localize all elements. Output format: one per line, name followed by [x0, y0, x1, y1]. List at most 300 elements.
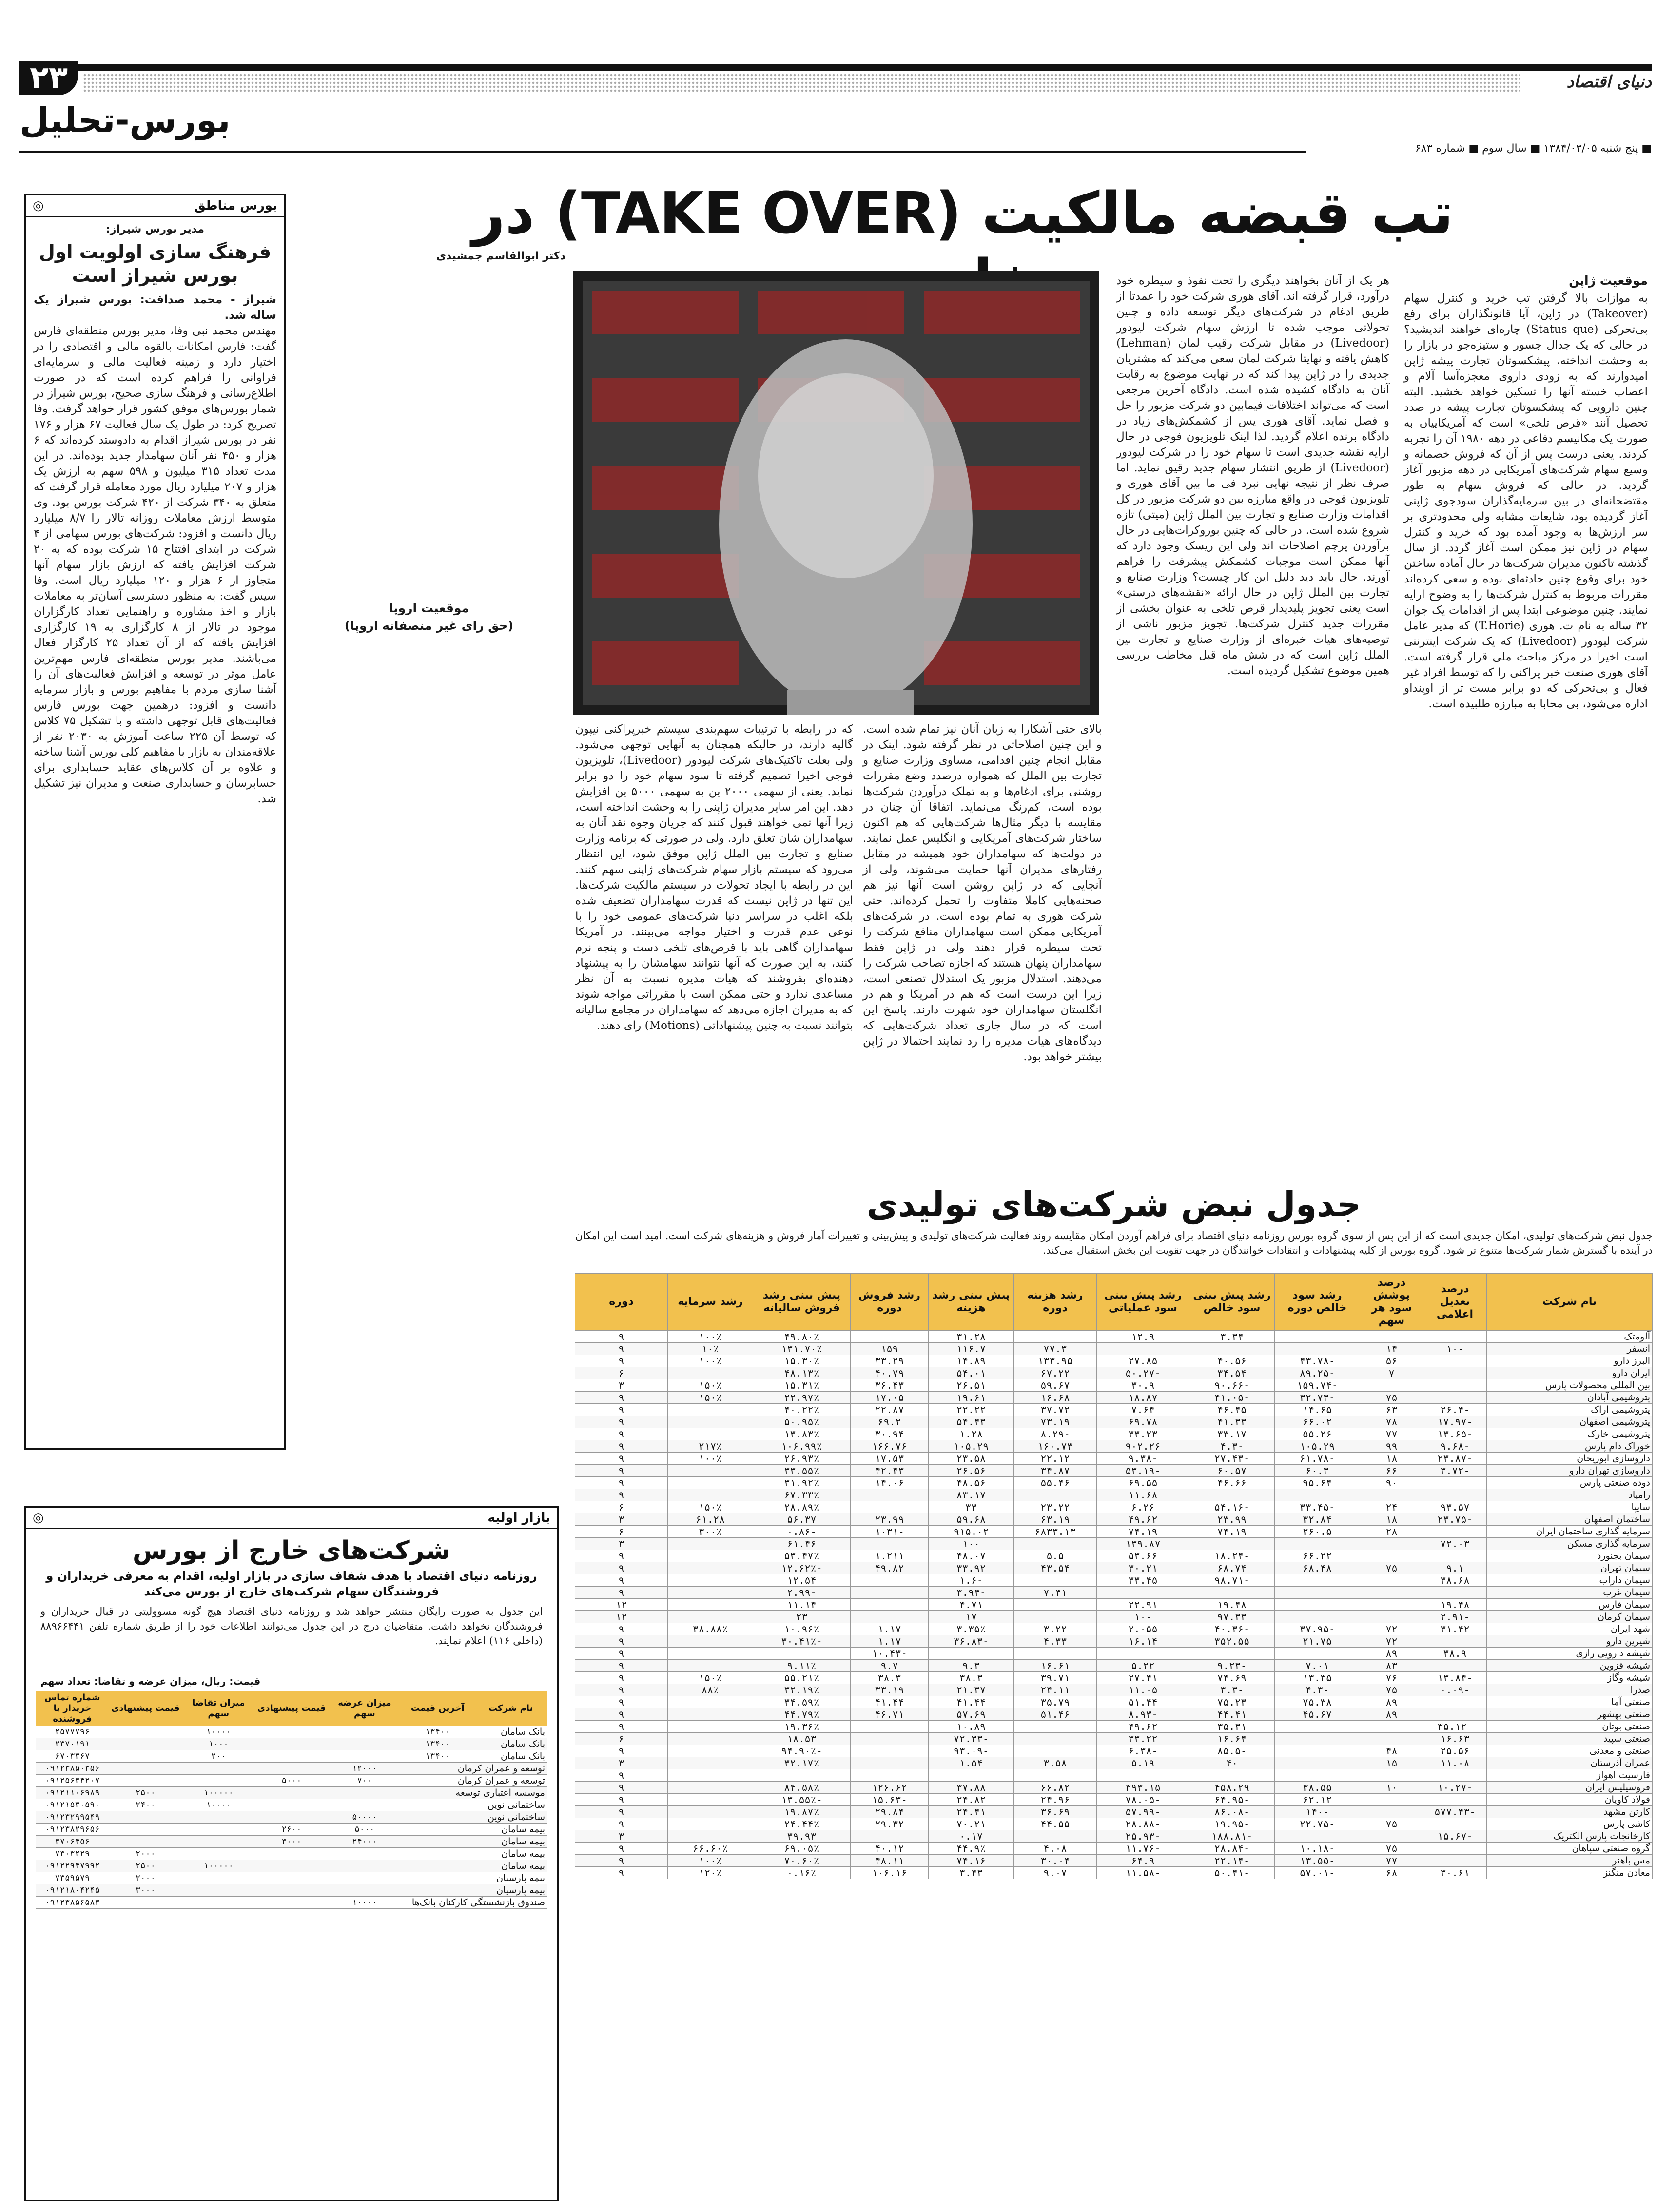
table-cell: ۱۰۰۰۰۰: [182, 1860, 255, 1872]
article-column-2: [1116, 273, 1389, 1180]
table-cell: [328, 1726, 401, 1738]
article-column-3: [863, 721, 1102, 1180]
table-cell: [668, 1721, 753, 1733]
table-row: [575, 1794, 1653, 1806]
table-cell: [1014, 1538, 1097, 1550]
table-row: [575, 1757, 1653, 1769]
table-cell: ۱۶.۶۱: [1014, 1660, 1097, 1672]
table-cell: [182, 1872, 255, 1884]
table-cell: ۳۷.۸۸: [929, 1782, 1014, 1794]
table-cell: ۲۲.۹۷٪: [753, 1392, 851, 1404]
table-cell: [1275, 1648, 1360, 1660]
table-cell: -۶۱.۷۸: [1275, 1453, 1360, 1465]
company-name-cell: سیمان داراب: [1487, 1574, 1653, 1587]
table-cell: ۹: [575, 1465, 668, 1477]
table-cell: ۱۰۰۰۰: [182, 1726, 255, 1738]
table-cell: ۳۶.۴۳: [851, 1379, 929, 1392]
table-row: [575, 1477, 1653, 1489]
table-cell: ۱۰۰۰۰۰: [182, 1787, 255, 1799]
table-cell: -۲۳.۸۷: [1423, 1453, 1487, 1465]
company-name-cell: سرمایه گذاری مسکن: [1487, 1538, 1653, 1550]
table-row: [575, 1855, 1653, 1867]
table-cell: ۷۴.۱۶: [929, 1855, 1014, 1867]
table-cell: ۳.۳۵٪: [929, 1623, 1014, 1635]
table-cell: [668, 1428, 753, 1440]
primary-market-box: [24, 1506, 559, 2201]
table-cell: ۱۶۶.۷۶: [851, 1440, 929, 1453]
table-cell: [668, 1635, 753, 1648]
table-cell: -۱۸۸.۸۱: [1189, 1830, 1275, 1843]
table-cell: ۶۸: [1360, 1867, 1423, 1879]
table-cell: ۱۲.۵۴: [753, 1574, 851, 1587]
table-cell: [851, 1769, 929, 1782]
table-cell: [1423, 1708, 1487, 1721]
table-cell: ۱۰۶.۹۹٪: [753, 1440, 851, 1453]
table-cell: -۳۳.۴۵: [1275, 1501, 1360, 1513]
table-cell: ۶.۲۶: [1097, 1501, 1189, 1513]
table-row: [575, 1806, 1653, 1818]
table-cell: ۲۲.۱۲: [1014, 1453, 1097, 1465]
primary-market-units: قیمت: ریال، میزان عرضه و تقاضا: تعداد سهم: [40, 1675, 261, 1687]
table-cell: [182, 1824, 255, 1836]
sidebar-body: مهندس محمد نبی وفا، مدیر بورس منطقه‌ای فارس گفت: فارس امکانات بالقوه مالی و اقتصادی را در اختیار دارد و زمینه فعالیت مالی و سرمایه‌ای فراوانی را فراهم کرده است که در صورت اطلاع‌رسانی و فرهنگ سازی صحیح، بورس شیراز در شمار بورس‌های موفق کشور قرار خواهد گرفت. وفا تصریح کرد: در طول یک سال فعالیت ۶۷ هزار و ۱۷۶ نفر در بورس شیراز اقدام به دادوستد کرده‌اند که ۶ هزار و ۴۵۰ نفر آنان سهامدار جدید بوده‌اند. در این مدت تعداد ۳۱۵ میلیون و ۵۹۸ سهم به ارزش یک هزار و ۲۰۷ میلیارد ریال مورد معامله قرار گرفت که متعلق به ۳۴۰ شرکت از ۴۲۰ شرکت بورس بود. وی متوسط ارزش معاملات روزانه تالار را ۸/۷ میلیارد ریال دانست و افزود: شرکت‌های بورس سهامی از ۴ شرکت در ابتدای افتتاح ۱۵ شرکت بوده که به ۲۰ شرکت افزایش یافته که ارزش بازار سهام آنها متجاوز از ۶ هزار و ۱۲۰ میلیارد ریال است. وفا سپس گفت: به منظور دسترسی آسان‌تر به معاملات بازار و اخذ مشاوره و راهنمایی تعداد کارگزاران موجود در تالار از ۸ کارگزاری به ۱۹ کارگزاری افزایش یافته که از آن تعداد ۲۵ کارگزار فعال می‌باشند. مدیر بورس منطقه‌ای فارس مهم‌ترین عامل موثر در توسعه و افزایش فعالیت‌های آن را آشنا سازی مردم با مفاهیم بورس و بازار سرمایه دانست و افزود: درهمین جهت بورس فارس فعالیت‌های قابل توجهی داشته و با تشکیل ۷۵ کلاس که توسط آن ۲۲۵ ساعت آموزش به ۲۰۳۰ نفر از علاقه‌مندان به بازار با مفاهیم کلی بورس آشنا ساخته و علاوه بر آن کلاس‌های عقاید حسابداری برای حسابرسان و حسابداری صنعت و مدیران نیز تشکیل شد.: [34, 325, 277, 805]
table-cell: ۱۴.۸۹: [929, 1355, 1014, 1367]
table-cell: [1360, 1489, 1423, 1501]
table-cell: ۲۱.۷۵: [1275, 1635, 1360, 1648]
article-subhead-japan: موقعیت ژاپن: [1569, 273, 1648, 288]
table-cell: ۱۴.۶۵: [1275, 1404, 1360, 1416]
table-cell: [851, 1611, 929, 1623]
issue-line: ■ پنج شنبه ۱۳۸۴/۰۳/۰۵ ■ سال سوم ■ شماره ۶۸۳: [1415, 142, 1652, 155]
table-cell: ۲۹.۳۲: [851, 1818, 929, 1830]
table-cell: -۱۱.۵۸: [1097, 1867, 1189, 1879]
company-name-cell: ساختمانی نوین: [474, 1811, 547, 1824]
table-cell: ۱۲۰۰۰: [328, 1763, 401, 1775]
table-cell: ۱۹.۴۸: [1423, 1599, 1487, 1611]
table-cell: -۱۰.۲۷: [1423, 1782, 1487, 1794]
table-cell: ۹۹: [1360, 1440, 1423, 1453]
table-cell: ۳۸.۳: [851, 1672, 929, 1684]
table-row: [575, 1392, 1653, 1404]
table-cell: ۹۳.۵۷: [1423, 1501, 1487, 1513]
table-cell: ۳۹.۷۱: [1014, 1672, 1097, 1684]
table-cell: -۷۲.۳۳: [929, 1733, 1014, 1745]
box-header: [26, 1508, 557, 1529]
table-cell: ۷۲: [1360, 1623, 1423, 1635]
table-cell: ۳۰۰۰: [109, 1884, 182, 1897]
table-cell: -۱.۶: [929, 1574, 1014, 1587]
table-cell: ۴۱.۳۳: [1189, 1416, 1275, 1428]
table-row: [575, 1440, 1653, 1453]
table-cell: ۱۵۰٪: [668, 1392, 753, 1404]
table-header-row: [36, 1691, 547, 1726]
table-cell: [1275, 1538, 1360, 1550]
table-cell: -۲۸.۸۴: [1189, 1843, 1275, 1855]
company-name-cell: ایران دارو: [1487, 1367, 1653, 1379]
table-cell: ۰۹۱۲۳۸۵۰۳۵۶: [36, 1763, 109, 1775]
table-row: [36, 1836, 547, 1848]
table-cell: ۳۹.۹۳: [753, 1830, 851, 1843]
table-row: [36, 1824, 547, 1836]
table-cell: ۳.۲۲: [1014, 1623, 1097, 1635]
table-cell: ۴۰.۲۲٪: [753, 1404, 851, 1416]
company-name-cell: پتروشیمی آبادان: [1487, 1392, 1653, 1404]
table-cell: ۳۳: [929, 1501, 1014, 1513]
table-cell: [1014, 1648, 1097, 1660]
table-cell: ۲۳.۹۹: [1189, 1513, 1275, 1526]
table-cell: [851, 1599, 929, 1611]
table-cell: ۲۵۷۷۷۹۶: [36, 1726, 109, 1738]
table-cell: ۹: [575, 1587, 668, 1599]
sidebar-lead: شیراز - محمد صداقت: بورس شیراز یک ساله شد.: [34, 293, 276, 322]
table-row: [575, 1818, 1653, 1830]
table-cell: [1360, 1331, 1423, 1343]
table-cell: -۱۳.۵۵: [1275, 1855, 1360, 1867]
table-cell: -۱۳.۶۵: [1423, 1428, 1487, 1440]
company-name-cell: صدرا: [1487, 1684, 1653, 1696]
table-cell: ۷۷: [1360, 1428, 1423, 1440]
company-name-cell: صندوق بازنشستگی کارکنان بانک‌ها: [474, 1897, 547, 1909]
table-cell: [109, 1738, 182, 1750]
table-cell: [668, 1708, 753, 1721]
table-cell: [1360, 1599, 1423, 1611]
company-name-cell: داروسازی ابوریحان: [1487, 1453, 1653, 1465]
table-cell: ۲۳: [753, 1611, 851, 1623]
table-cell: ۱۳۳.۹۵: [1014, 1355, 1097, 1367]
table-cell: -۹.۳۸: [1097, 1453, 1189, 1465]
company-name-cell: بیمه سامان: [474, 1824, 547, 1836]
table-cell: ۹: [575, 1660, 668, 1672]
company-name-cell: بانک سامان: [474, 1738, 547, 1750]
table-cell: ۷۰.۲۱: [929, 1818, 1014, 1830]
table-cell: [1423, 1635, 1487, 1648]
table-cell: [668, 1611, 753, 1623]
table-cell: ۲۴: [1360, 1501, 1423, 1513]
table-cell: [328, 1884, 401, 1897]
table-cell: ۹: [575, 1440, 668, 1453]
table-cell: [668, 1562, 753, 1574]
table-cell: ۶۰.۳: [1275, 1465, 1360, 1477]
table-cell: ۰۹۱۲۱۸۰۴۲۴۵: [36, 1884, 109, 1897]
table-cell: ۸۳: [1360, 1660, 1423, 1672]
table-cell: -۱۰: [1423, 1343, 1487, 1355]
table-cell: ۱۸: [1360, 1513, 1423, 1526]
company-name-cell: سیمان تهران: [1487, 1562, 1653, 1574]
table-cell: ۶۷.۲۲: [1014, 1367, 1097, 1379]
table-cell: ۹: [575, 1806, 668, 1818]
table-cell: -۱۳.۵۵٪: [753, 1794, 851, 1806]
table-cell: [401, 1836, 474, 1848]
table-row: [575, 1733, 1653, 1745]
table-cell: -۵۷.۹۹: [1097, 1806, 1189, 1818]
table-row: [575, 1721, 1653, 1733]
table-cell: ۴۴.۹٪: [929, 1843, 1014, 1855]
table-cell: ۵۵.۲۱٪: [753, 1672, 851, 1684]
table-cell: ۲۳.۵۸: [929, 1453, 1014, 1465]
table-cell: ۶: [575, 1367, 668, 1379]
table-cell: ۱۵۰٪: [668, 1379, 753, 1392]
table-cell: -۱۲.۶۲٪: [753, 1562, 851, 1574]
article-text: به موازات بالا گرفتن تب خرید و کنترل سهام (Takeover) در ژاپن، آیا قانونگذاران برای رفع بی‌تحرکی (Status que) چاره‌ای خواهند اندیشید؟ در حالی که یک جدال جسور و ستیزه‌جو در بازار را به وحشت انداخته، پیشکسوتان تجارت پیشه ژاپن امیدوارند که به زودی داروی معجزه‌آسا آلام و اعصاب خسته آنها را تسکین خواهد بخشید. البته چنین دارویی که پیشکسوتان تجارت پیشه در صدد تحصیل آنند «قرص تلخی» است که آمریکاییان به صورت یک مکانیسم دفاعی در دهه ۱۹۸۰ آن را تجربه کردند. یعنی درست پس از آن که فروش خصمانه و وسیع سهام شرکت‌های آمریکایی در دهه مزبور آغاز گردید. در حالی که فروش سهام به طور مقتضحانه‌ای در بین سرمایه‌گذاران سودجوی ژاپنی آغاز گردیده بود، شایعات مشابه ولی محدودتری بر سر ارزش‌ها به وجود آمده بود که خرید و کنترل سهام در ژاپن نیز ممکن است آغاز گردد. از سال گذشته تاکنون مدیران شرکت‌ها در حال آماده ساختن خود برای وقوع چنین حادثه‌ای بوده و سعی کرده‌اند مقررات مربوط به کنترل شرکت‌ها را به وضوح ارایه نمایند. چنین موضوعی ابتدا پس از اقدامات یک جوان ۳۲ ساله به نام ت. هوری (T.Horie) که مدیر عامل شرکت لیودور (Livedoor) که یک شرکت اینترنتی است اخیرا در مرکز مباحث ملی قرار گرفته است. آقای هوری صنعت خبر پراکنی را که توسط افراد غیر فعال و بی‌تحرکی که دو برابر مست تر از اوپنداو اداره می‌شود، بی محابا به مبارزه طلبیده است.: [1404, 292, 1648, 710]
table-cell: [401, 1824, 474, 1836]
table-cell: [1097, 1648, 1189, 1660]
table-cell: ۰.۱۶٪: [753, 1867, 851, 1879]
table-cell: ۱۰۶.۱۶: [851, 1867, 929, 1879]
table-cell: [401, 1884, 474, 1897]
company-name-cell: سایپا: [1487, 1501, 1653, 1513]
table-row: [575, 1672, 1653, 1684]
table-cell: [401, 1799, 474, 1811]
table-cell: ۱.۵۴: [929, 1757, 1014, 1769]
table-cell: -۲۵.۹۳: [1097, 1830, 1189, 1843]
table-cell: [255, 1787, 328, 1799]
table-cell: [1275, 1599, 1360, 1611]
column-header: رشد فروش دوره: [851, 1274, 929, 1331]
table-cell: -۳.۹۴: [929, 1587, 1014, 1599]
table-cell: [1014, 1830, 1097, 1843]
table-cell: ۳۹۳.۱۵: [1097, 1782, 1189, 1794]
table-cell: ۴.۳۳: [1014, 1635, 1097, 1648]
article-text: هر یک از آنان بخواهند دیگری را تحت نفوذ و سیطره خود درآورد، قرار گرفته اند. آقای هوری شرکت خود را عمدتا از طریق ادغام در شرکت‌های دیگر توسعه داده و چنین تحولاتی موجب شده تا ارزش سهام شرکت لیودور (Livedoor) در مقابل شرکت رقیب لمان (Lehman) کاهش یافته و نهایتا شرکت لمان سعی می‌کند که مشتریان جدیدی را در ژاپن پیدا کند که در نهایت موضوع به رقابت آنان به دادگاه کشیده شده است. دادگاه آخرین مرجعی است که می‌تواند اختلافات فیمابین دو شرکت مزبور را حل و فصل نماید. آقای هوری پس از کشمکش‌های زیاد در دادگاه برنده اعلام گردید. لذا اینک تلویزیون فوجی در حال ارایه نقشه جدیدی است تا سهام خود را در شرکت لیودور (Livedoor) از طریق انتشار سهام جدید رقیق نماید. اما صرف نظر از نتیجه نهایی نبرد فی ما بین آقای هوری و تلویزیون فوجی در واقع مبارزه بین دو شرکت مزبور در کل اقدامات وزارت صنایع و تجارت بین الملل ژاپن (میتی) تازه شروع شده است. در حالی که چنین بوروکرات‌هایی در حال برآوردن پرچم اصلاحات اند ولی این ریسک وجود دارد که آنها ممکن است موجبات کشمکش پیشرفت را فراهم آورند. حال باید دید دلیل این کار چیست؟ وزارت صنایع و تجارت بین الملل ژاپن در حال ارائه «نقشه‌های درستی» است یعنی تجویز پلیدیدار قرص تلخی به عنوان بخشی از مقررات جدید کنترل شرکت‌ها. تجویز مزبور ناشی از توصیه‌های هیات خبره‌ای از وزارت صنایع و تجارت بین الملل ژاپن است که در شش ماه قبل مخاطب بررسی همین موضوع تشکیل گردیده است.: [1116, 274, 1389, 677]
table-cell: -۹.۲۳: [1189, 1660, 1275, 1672]
table-cell: ۹۰۲.۲۶: [1097, 1440, 1189, 1453]
box-title: بورس مناطق: [194, 198, 277, 213]
table-cell: ۱۶.۶۸: [1014, 1392, 1097, 1404]
table-cell: ۹۷.۳۳: [1189, 1611, 1275, 1623]
table-cell: [668, 1806, 753, 1818]
table-cell: ۲۴.۴۴٪: [753, 1818, 851, 1830]
table-cell: [1275, 1489, 1360, 1501]
table-cell: ۲۴.۸۲: [929, 1794, 1014, 1806]
table-cell: ۵۱.۴۶: [1014, 1708, 1097, 1721]
table-cell: ۷.۰۱: [1275, 1660, 1360, 1672]
table-cell: ۳: [575, 1538, 668, 1550]
table-cell: [668, 1830, 753, 1843]
table-cell: [109, 1750, 182, 1763]
table-cell: [1014, 1769, 1097, 1782]
table-cell: ۱۰.۸۹: [929, 1721, 1014, 1733]
table-cell: ۹۰: [1360, 1477, 1423, 1489]
table-cell: ۳: [575, 1830, 668, 1843]
table-cell: ۳۸.۹: [1423, 1648, 1487, 1660]
table-cell: ۶۶.۰۲: [1275, 1416, 1360, 1428]
table-cell: ۷۳۵۹۵۷۹: [36, 1872, 109, 1884]
table-cell: [1275, 1331, 1360, 1343]
column-header: پیش بینی رشد هزینه: [929, 1274, 1014, 1331]
table-cell: ۹: [575, 1574, 668, 1587]
page-number: ۲۳: [19, 61, 78, 95]
table-cell: ۳۸.۵۵: [1275, 1782, 1360, 1794]
table-cell: ۴۸.۰۷: [929, 1550, 1014, 1562]
table-row: [36, 1811, 547, 1824]
table-cell: -۱۴۰: [1275, 1806, 1360, 1818]
table-cell: [1014, 1331, 1097, 1343]
table-cell: ۷۵.۲۳: [1189, 1696, 1275, 1708]
table-cell: ۱۲: [575, 1599, 668, 1611]
table-cell: ۲۵.۵۶: [1423, 1745, 1487, 1757]
table-cell: ۵۹.۶۷: [1014, 1379, 1097, 1392]
table-cell: ۳۰.۶۱: [1423, 1867, 1487, 1879]
table-cell: ۹: [575, 1769, 668, 1782]
company-name-cell: بیمه سامان: [474, 1848, 547, 1860]
table-cell: ۱۹.۴۸: [1189, 1599, 1275, 1611]
table-cell: ۳: [575, 1757, 668, 1769]
table-cell: [668, 1587, 753, 1599]
table-cell: ۳۲.۱۷٪: [753, 1757, 851, 1769]
primary-market-headline: شرکت‌های خارج از بورس: [132, 1536, 451, 1565]
table-cell: ۲۶.۵۱: [929, 1379, 1014, 1392]
table-cell: [668, 1465, 753, 1477]
table-cell: ۹: [575, 1648, 668, 1660]
company-name-cell: آلومتک: [1487, 1331, 1653, 1343]
table-cell: ۳۴.۸۷: [1014, 1465, 1097, 1477]
company-name-cell: کارخانجات پارس الکتریک: [1487, 1830, 1653, 1843]
table-cell: [851, 1574, 929, 1587]
table-cell: ۳۵.۳۱: [1189, 1721, 1275, 1733]
table-cell: ۳۳.۴۵: [1097, 1574, 1189, 1587]
table-cell: ۹: [575, 1635, 668, 1648]
table-cell: ۲۵۰۰: [109, 1860, 182, 1872]
table-cell: ۹: [575, 1672, 668, 1684]
table-cell: ۷۵: [1360, 1392, 1423, 1404]
company-name-cell: صنعتی سپید: [1487, 1733, 1653, 1745]
table-cell: -۱۵۹.۷۴: [1275, 1379, 1360, 1392]
table-cell: [668, 1404, 753, 1416]
table-cell: [1360, 1611, 1423, 1623]
table-cell: ۲۶.۵۶: [929, 1465, 1014, 1477]
table-cell: ۰۹۱۲۲۹۴۷۹۹۲: [36, 1860, 109, 1872]
table-cell: ۳۸.۸۸٪: [668, 1623, 753, 1635]
masthead-logo: دنیای اقتصاد: [1566, 72, 1652, 92]
table-cell: [929, 1648, 1014, 1660]
table-cell: ۲۱.۳۷: [929, 1684, 1014, 1696]
table-cell: ۶۹.۷۸: [1097, 1416, 1189, 1428]
table-cell: [1423, 1587, 1487, 1599]
company-name-cell: سیمان کرمان: [1487, 1611, 1653, 1623]
table-row: [575, 1830, 1653, 1843]
table-cell: ۴۴.۴۱: [1189, 1708, 1275, 1721]
table-cell: ۱.۱۷: [851, 1635, 929, 1648]
table-cell: ۷۶: [1360, 1672, 1423, 1684]
table-cell: -۱۰: [1097, 1611, 1189, 1623]
table-cell: ۷۵.۳۸: [1275, 1696, 1360, 1708]
table-cell: [851, 1501, 929, 1513]
table-cell: ۲۰۰۰: [109, 1872, 182, 1884]
company-name-cell: صنعتی بوتان: [1487, 1721, 1653, 1733]
table-cell: ۳۰.۰۴: [1014, 1855, 1097, 1867]
table-row: [575, 1416, 1653, 1428]
table-row: [575, 1453, 1653, 1465]
table-cell: [1275, 1611, 1360, 1623]
table-cell: ۴۶.۷۱: [851, 1708, 929, 1721]
table-cell: -۱۷.۹۷: [1423, 1416, 1487, 1428]
table-cell: [109, 1897, 182, 1909]
table-cell: ۷۵: [1360, 1818, 1423, 1830]
table-cell: ۱۱.۶۸: [1097, 1489, 1189, 1501]
table-cell: ۸۹: [1360, 1696, 1423, 1708]
table-cell: [851, 1745, 929, 1757]
primary-market-table: [36, 1691, 547, 1909]
column-header: قیمت پیشنهادی: [255, 1691, 328, 1726]
table-cell: ۵۰۰۰: [255, 1775, 328, 1787]
table-cell: ۱۰٪: [668, 1343, 753, 1355]
table-cell: -۲۲.۱۴: [1189, 1855, 1275, 1867]
table-cell: ۳۲.۸۴: [1275, 1513, 1360, 1526]
table-cell: [109, 1726, 182, 1738]
table-row: [36, 1884, 547, 1897]
table-cell: [255, 1872, 328, 1884]
table-cell: -۲۳.۷۵: [1423, 1513, 1487, 1526]
company-name-cell: سیمان بجنورد: [1487, 1550, 1653, 1562]
article-author: دکتر ابوالقاسم جمشیدی: [436, 250, 565, 262]
table-cell: ۱۸.۵۳: [753, 1733, 851, 1745]
table-cell: [929, 1769, 1014, 1782]
table-cell: ۹.۷: [851, 1660, 929, 1672]
table-cell: [1014, 1733, 1097, 1745]
company-name-cell: شیشه دارویی رازی: [1487, 1648, 1653, 1660]
company-name-cell: توسعه و عمران کرمان: [474, 1763, 547, 1775]
table-cell: -۵۰.۴۱: [1189, 1867, 1275, 1879]
table-cell: ۳.۵۸: [1014, 1757, 1097, 1769]
table-row: [575, 1745, 1653, 1757]
table-cell: [1423, 1489, 1487, 1501]
table-cell: -۸.۹۳: [1097, 1708, 1189, 1721]
table-cell: -۳۰.۴۱٪: [753, 1635, 851, 1648]
table-cell: ۲۳۷۰۱۹۱: [36, 1738, 109, 1750]
column-header: نام شرکت: [1487, 1274, 1653, 1331]
table-cell: ۷۲: [1360, 1635, 1423, 1648]
sidebar-article: [26, 217, 284, 1436]
table-cell: ۵۴.۰۱: [929, 1367, 1014, 1379]
table-row: [36, 1787, 547, 1799]
company-name-cell: سیمان فارس: [1487, 1599, 1653, 1611]
company-name-cell: بیمه سامان: [474, 1836, 547, 1848]
table-cell: ۱۵۹: [851, 1343, 929, 1355]
table-cell: ۱۵۰٪: [668, 1501, 753, 1513]
table-cell: [1360, 1587, 1423, 1599]
company-name-cell: شهد ایران: [1487, 1623, 1653, 1635]
table-cell: ۳۰۰٪: [668, 1526, 753, 1538]
table-cell: [1014, 1489, 1097, 1501]
table-cell: [668, 1538, 753, 1550]
table-cell: -۶.۳۸: [1097, 1745, 1189, 1757]
table-cell: -۰.۸۶: [753, 1526, 851, 1538]
table-cell: [1014, 1611, 1097, 1623]
table-cell: -۹.۶۸: [1423, 1440, 1487, 1453]
company-name-cell: عمران آذرستان: [1487, 1757, 1653, 1769]
table-cell: ۲۴.۹۶: [1014, 1794, 1097, 1806]
table-cell: [328, 1860, 401, 1872]
table-cell: [1360, 1733, 1423, 1745]
table-cell: [1360, 1574, 1423, 1587]
table-cell: ۱۴: [1360, 1343, 1423, 1355]
table-cell: ۲۴۰۰۰: [328, 1836, 401, 1848]
table-cell: ۱۹.۳۶٪: [753, 1721, 851, 1733]
table-cell: ۸۴.۵۸٪: [753, 1782, 851, 1794]
table-cell: [255, 1763, 328, 1775]
table-cell: [1097, 1769, 1189, 1782]
table-cell: -۲.۹۱: [1423, 1611, 1487, 1623]
table-cell: [1423, 1660, 1487, 1672]
table-cell: ۲۳.۹۹: [851, 1513, 929, 1526]
article-title: تب قبضه مالکیت (TAKE OVER) در: [472, 179, 1454, 247]
table-cell: ۹.۰۷: [1014, 1867, 1097, 1879]
table-cell: [1275, 1721, 1360, 1733]
table-cell: ۳: [575, 1513, 668, 1526]
company-name-cell: بانک سامان: [474, 1726, 547, 1738]
table-cell: [1189, 1538, 1275, 1550]
table-row: [36, 1799, 547, 1811]
